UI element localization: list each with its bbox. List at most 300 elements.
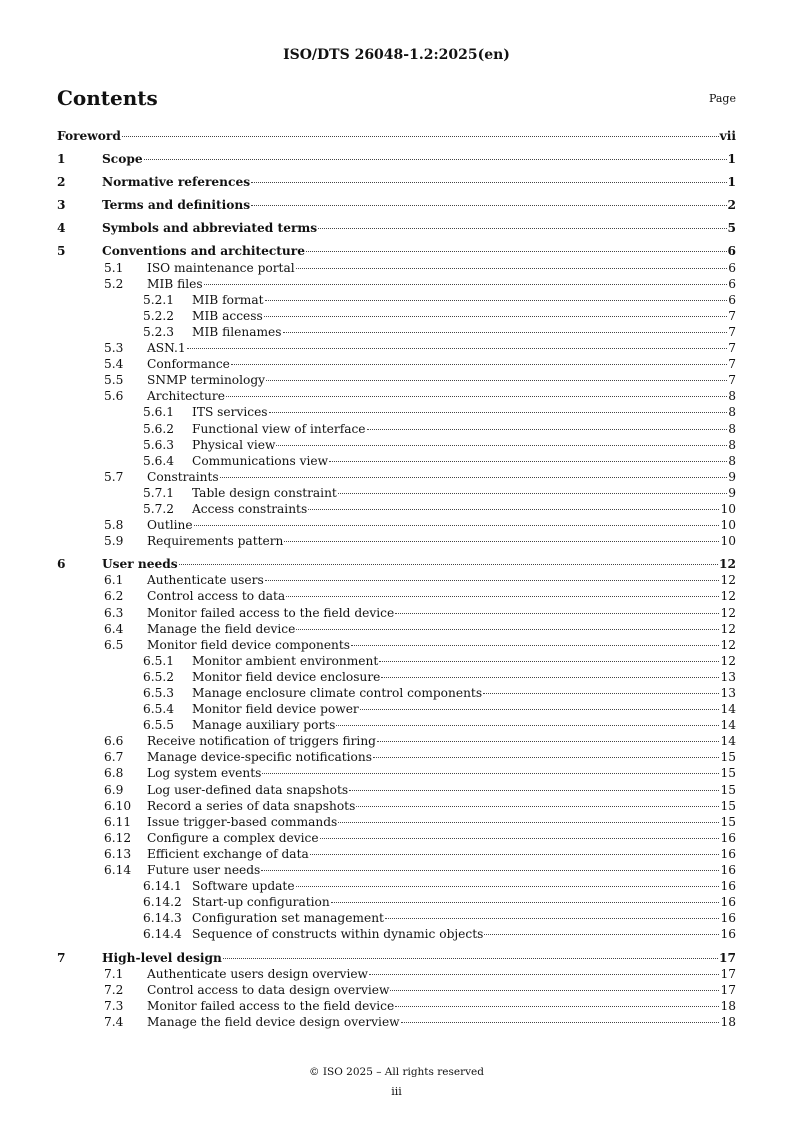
toc-entry-title[interactable]: ITS services [192,405,268,420]
toc-entry-line [147,260,736,276]
toc-entry-number: 7.4 [104,1014,124,1029]
toc-entry-line [192,437,736,453]
toc-entry-number: 6.4 [104,621,124,636]
toc-entry-line [147,1014,736,1030]
toc-entry-line [192,501,736,517]
toc-entry-page: 1 [727,175,736,190]
toc-entry-number: 7.3 [104,998,124,1013]
toc-entry-page: 9 [728,469,736,484]
toc-entry-title[interactable]: Functional view of interface [192,421,366,436]
toc-entry-number: 1 [57,152,66,167]
toc-entry-number: 6.10 [104,798,132,813]
toc-entry-title[interactable]: Terms and definitions [102,198,251,213]
toc-entry-title[interactable]: User needs [102,557,178,572]
dot-leader [377,741,720,742]
toc-entry-number: 6.1 [104,573,124,588]
toc-entry-page: 13 [720,669,736,684]
toc-entry[interactable] [57,621,736,637]
toc-entry-title[interactable]: MIB access [192,308,263,323]
toc-entry-number: 5.6.4 [143,453,175,468]
toc-entry-number: 5.8 [104,518,124,533]
toc-entry-title[interactable]: Log user-defined data snapshots [147,782,349,797]
toc-entry-title[interactable]: Record a series of data snapshots [147,798,356,813]
toc-entry-page: 8 [728,421,736,436]
toc-entry-line [147,356,736,372]
dot-leader [356,806,719,807]
toc-entry-number: 5.9 [104,534,124,549]
dot-leader [226,396,727,397]
toc-entry-number: 3 [57,198,66,213]
toc-entry-page: 15 [720,798,736,813]
toc-entry[interactable] [57,220,736,236]
toc-entry-page: 16 [720,830,736,845]
toc-entry-title[interactable]: Manage device-specific notifications [147,750,372,765]
toc-entry-page: 12 [720,573,736,588]
toc-entry-page: 8 [728,405,736,420]
toc-entry-number: 6.5.1 [143,653,175,668]
toc-entry-number: 6.8 [104,766,124,781]
toc-entry[interactable] [57,846,736,862]
toc-entry-page: 18 [720,998,736,1013]
toc-entry-title[interactable]: Control access to data design overview [147,982,390,997]
dot-leader [266,380,727,381]
toc-entry[interactable] [57,340,736,356]
toc-entry[interactable] [57,533,736,549]
dot-leader [385,918,720,919]
toc-entry-title[interactable]: Outline [147,518,193,533]
toc-entry-number: 6.5.2 [143,669,175,684]
toc-entry-title[interactable]: MIB format [192,292,264,307]
toc-entry-line [147,340,736,356]
toc-entry-title[interactable]: Software update [192,879,295,894]
toc-entry-line [192,324,736,340]
toc-entry[interactable] [57,276,736,292]
toc-entry[interactable] [57,814,736,830]
toc-entry-title[interactable]: Conformance [147,357,230,372]
dot-leader [483,693,719,694]
toc-entry-title[interactable]: Scope [102,152,143,167]
toc-entry-title[interactable]: Monitor failed access to the field device [147,605,395,620]
dot-leader [367,429,728,430]
toc-entry[interactable] [57,308,736,324]
toc-entry-page: 15 [720,814,736,829]
toc-entry-line [192,308,736,324]
toc-entry[interactable] [57,733,736,749]
toc-entry-page: 7 [728,308,736,323]
dot-leader [122,136,719,137]
toc-entry-title[interactable]: Manage the field device [147,621,296,636]
toc-entry-title[interactable]: Conventions and architecture [102,244,305,259]
toc-entry-page: 2 [727,198,736,213]
toc-entry[interactable] [57,685,736,701]
toc-entry[interactable] [57,982,736,998]
toc-entry-title[interactable]: Start-up configuration [192,895,330,910]
toc-entry-title[interactable]: MIB filenames [192,324,282,339]
toc-entry-title[interactable]: Symbols and abbreviated terms [102,221,318,236]
toc-entry-number: 7.1 [104,966,124,981]
toc-entry[interactable] [57,950,736,966]
toc-entry-title[interactable]: Log system events [147,766,262,781]
toc-entry-number: 5.4 [104,357,124,372]
toc-entry-line [147,782,736,798]
toc-entry[interactable] [57,749,736,765]
toc-entry-title[interactable]: Configuration set management [192,911,384,926]
toc-entry-line [192,421,736,437]
toc-entry-title[interactable]: ISO maintenance portal [147,260,295,275]
toc-entry-title[interactable]: Manage auxiliary ports [192,718,336,733]
page-column-label: Page [708,92,736,105]
toc-entry-page: 16 [720,911,736,926]
dot-leader [204,284,728,285]
toc-entry-title[interactable]: Table design constraint [192,485,337,500]
dot-leader [144,159,727,160]
toc-entry-page: 10 [720,501,736,516]
toc-entry-title[interactable]: High-level design [102,950,222,965]
dot-leader [194,525,720,526]
toc-entry-title[interactable]: Physical view [192,437,276,452]
toc-entry-number: 5.7.1 [143,485,175,500]
dot-leader [264,316,727,317]
toc-entry-page: 10 [720,534,736,549]
dot-leader [283,332,728,333]
toc-entry-title[interactable]: Monitor field device components [147,637,351,652]
toc-entry[interactable] [57,588,736,604]
toc-entry[interactable] [57,765,736,781]
toc-entry-line [147,798,736,814]
toc-entry[interactable] [57,372,736,388]
toc-entry-page: 15 [720,750,736,765]
dot-leader [223,958,718,959]
toc-entry[interactable] [57,605,736,621]
toc-entry-number: 5.1 [104,260,124,275]
toc-entry-number: 5 [57,244,66,259]
toc-entry-page: 8 [728,453,736,468]
toc-entry-title[interactable]: Future user needs [147,863,261,878]
toc-entry[interactable] [57,572,736,588]
dot-leader [336,725,719,726]
toc-entry-page: 12 [720,589,736,604]
toc-entry-number: 6.14 [104,863,132,878]
toc-entry-line [147,572,736,588]
toc-entry-page: 8 [728,389,736,404]
toc-entry-line [147,588,736,604]
dot-leader [484,934,719,935]
toc-entry-page: 7 [728,357,736,372]
toc-entry[interactable] [57,501,736,517]
toc-entry-page: 6 [728,260,736,275]
toc-entry-line [102,950,736,966]
toc-entry-page: 12 [720,653,736,668]
toc-entry[interactable] [57,404,736,420]
dot-leader [338,822,719,823]
toc-entry[interactable] [57,453,736,469]
dot-leader [381,677,719,678]
toc-entry-number: 5.2.3 [143,324,175,339]
toc-entry-title[interactable]: Monitor failed access to the field device [147,998,395,1013]
toc-entry[interactable] [57,356,736,372]
toc-entry-page: 16 [720,927,736,942]
toc-entry[interactable] [57,894,736,910]
dot-leader [251,182,726,183]
contents-title: Contents [57,86,158,110]
toc-entry-line [192,701,736,717]
toc-entry[interactable] [57,910,736,926]
toc-entry[interactable] [57,717,736,733]
toc-entry-number: 4 [57,221,66,236]
toc-entry-title[interactable]: Monitor field device power [192,702,359,717]
dot-leader [395,1006,719,1007]
toc-entry-page: 1 [727,152,736,167]
toc-entry-line [147,517,736,533]
toc-entry-number: 6.14.1 [143,879,182,894]
toc-entry-page: 8 [728,437,736,452]
toc-entry-page: 16 [720,863,736,878]
toc-entry-page: 17 [719,950,736,965]
toc-entry[interactable] [57,151,736,167]
dot-leader [360,709,720,710]
toc-entry-number: 5.6.3 [143,437,175,452]
toc-entry-line [192,453,736,469]
toc-entry-page: 17 [720,982,736,997]
toc-entry-page: 6 [727,244,736,259]
toc-entry-number: 5.5 [104,373,124,388]
dot-leader [310,854,720,855]
toc-entry-number: 5.6.2 [143,421,175,436]
toc-entry-line [147,733,736,749]
toc-entry-line [147,998,736,1014]
dot-leader [369,974,720,975]
toc-entry-title[interactable]: ASN.1 [147,341,186,356]
toc-entry-page: 15 [720,782,736,797]
toc-entry-title[interactable]: Communications view [192,453,329,468]
dot-leader [251,205,726,206]
toc-entry-number: 5.7 [104,469,124,484]
toc-entry-number: 7.2 [104,982,124,997]
toc-entry-number: 6.7 [104,750,124,765]
toc-entry-number: 6.5 [104,637,124,652]
dot-leader [284,541,719,542]
toc-entry-page: 16 [720,879,736,894]
toc-entry-number: 5.6 [104,389,124,404]
toc-entry[interactable] [57,669,736,685]
dot-leader [231,364,727,365]
toc-entry-title[interactable]: Manage the field device design overview [147,1014,400,1029]
toc-entry-title[interactable]: Issue trigger-based commands [147,814,338,829]
toc-entry-number: 5.2.1 [143,292,175,307]
toc-entry-title[interactable]: Foreword [57,129,121,143]
toc-entry-number: 5.6.1 [143,405,175,420]
toc-entry[interactable] [57,485,736,501]
dot-leader [320,838,720,839]
toc-entry-title[interactable]: Monitor field device enclosure [192,669,381,684]
dot-leader [262,773,719,774]
toc-entry[interactable] [57,324,736,340]
dot-leader [286,596,719,597]
toc-entry-line [192,669,736,685]
toc-entry-line [102,197,736,213]
toc-entry-line [147,846,736,862]
toc-entry-page: 12 [720,621,736,636]
toc-entry-page: 12 [719,557,736,572]
dot-leader [265,580,720,581]
toc-entry-number: 6.13 [104,846,132,861]
toc-entry-title[interactable]: Manage enclosure climate control components [192,686,483,700]
toc-entry-page: 12 [720,637,736,652]
toc-entry-line [192,894,736,910]
toc-entry-page: 12 [720,605,736,620]
toc-entry-line [147,276,736,292]
toc-entry-number: 6.14.3 [143,911,182,926]
dot-leader [390,990,719,991]
toc-entry-line [147,469,736,485]
toc-entry-title[interactable]: Control access to data [147,589,286,604]
toc-entry-page: 15 [720,766,736,781]
toc-entry[interactable] [57,243,736,259]
toc-entry[interactable] [57,798,736,814]
toc-entry-title[interactable]: Sequence of constructs within dynamic objects [192,927,484,942]
toc-entry-number: 6.9 [104,782,124,797]
toc-entry[interactable] [57,556,736,572]
toc-entry-title[interactable]: Normative references [102,175,251,190]
toc-entry-number: 6.2 [104,589,124,604]
dot-leader [318,228,726,229]
toc-entry[interactable] [57,1014,736,1030]
toc-entry[interactable] [57,174,736,190]
toc-entry[interactable] [57,437,736,453]
toc-entry-page: 13 [720,686,736,700]
toc-entry-line [102,151,736,167]
toc-entry[interactable] [57,128,736,144]
toc-entry-title[interactable]: Efficient exchange of data [147,846,309,861]
dot-leader [187,348,728,349]
toc-entry-line [192,717,736,733]
toc-entry-line [147,533,736,549]
toc-entry-page: 9 [728,485,736,500]
toc-entry-line [102,174,736,190]
toc-entry-line [192,292,736,308]
toc-entry-title[interactable]: Constraints [147,469,219,484]
dot-leader [373,757,720,758]
toc-entry-line [192,910,736,926]
copyright-footer: © ISO 2025 – All rights reserved [309,1066,484,1078]
toc-entry-page: 10 [720,518,736,533]
toc-entry[interactable] [57,878,736,894]
toc-entry-line [147,372,736,388]
toc-entry-title[interactable]: Requirements pattern [147,534,284,549]
toc-entry-title[interactable]: Access constraints [192,501,308,516]
toc-entry[interactable] [57,517,736,533]
toc-entry[interactable] [57,260,736,276]
toc-entry-title[interactable]: Monitor ambient environment [192,653,379,668]
toc-entry-line [147,966,736,982]
page-number: iii [391,1085,402,1098]
toc-entry-line [192,926,736,942]
toc-entry-title[interactable]: MIB files [147,276,203,291]
toc-entry[interactable] [57,926,736,942]
toc-entry-title[interactable]: Configure a complex device [147,830,319,845]
toc-entry-line [102,243,736,259]
toc-entry-page: 16 [720,895,736,910]
dot-leader [329,461,727,462]
toc-entry[interactable] [57,388,736,404]
toc-entry-line [192,653,736,669]
toc-entry-line [57,128,736,144]
toc-entry[interactable] [57,421,736,437]
toc-entry-line [147,830,736,846]
toc-entry-line [192,404,736,420]
dot-leader [331,902,720,903]
toc-entry-title[interactable]: SNMP terminology [147,373,266,388]
toc-entry-page: 16 [720,846,736,861]
toc-entry-page: 6 [728,276,736,291]
toc-entry[interactable] [57,653,736,669]
toc-entry-number: 5.3 [104,341,124,356]
toc-entry[interactable] [57,998,736,1014]
toc-entry[interactable] [57,830,736,846]
toc-entry-page: 7 [728,341,736,356]
toc-entry-title[interactable]: Receive notification of triggers firing [147,734,376,749]
toc-entry-number: 6.3 [104,605,124,620]
dot-leader [265,300,728,301]
dot-leader [308,509,719,510]
toc-entry[interactable] [57,292,736,308]
toc-entry-line [192,878,736,894]
toc-entry-page: 18 [720,1014,736,1029]
dot-leader [179,564,718,565]
toc-entry-number: 7 [57,950,66,965]
toc-entry-line [147,814,736,830]
toc-entry-line [147,765,736,781]
toc-entry-number: 6.14.2 [143,895,182,910]
toc-entry-number: 6.11 [104,814,132,829]
toc-entry[interactable] [57,701,736,717]
dot-leader [220,477,728,478]
toc-entry-number: 6.6 [104,734,124,749]
table-of-contents [57,128,736,1030]
toc-entry[interactable] [57,966,736,982]
toc-entry-number: 6.5.5 [143,718,175,733]
toc-entry-title[interactable]: Architecture [147,389,225,404]
toc-entry-line [147,605,736,621]
toc-entry-page: 14 [720,734,736,749]
toc-entry[interactable] [57,782,736,798]
toc-entry-line [147,982,736,998]
toc-entry-number: 2 [57,175,66,190]
toc-entry-title[interactable]: Authenticate users [147,573,264,588]
dot-leader [338,493,727,494]
toc-entry[interactable] [57,862,736,878]
toc-entry-line [192,485,736,501]
toc-entry-page: 7 [728,373,736,388]
dot-leader [306,251,727,252]
toc-entry-page: 6 [728,292,736,307]
dot-leader [401,1022,720,1023]
toc-entry[interactable] [57,469,736,485]
dot-leader [296,629,719,630]
dot-leader [351,645,719,646]
document-id-header: ISO/DTS 26048-1.2:2025(en) [283,47,510,63]
toc-entry-page: 5 [727,221,736,236]
toc-entry[interactable] [57,197,736,213]
toc-entry[interactable] [57,637,736,653]
toc-entry-line [102,220,736,236]
toc-entry-page: vii [719,129,736,143]
toc-entry-line [102,556,736,572]
dot-leader [379,661,719,662]
toc-entry-number: 6.5.4 [143,702,175,717]
dot-leader [269,412,728,413]
toc-entry-title[interactable]: Authenticate users design overview [147,966,368,981]
